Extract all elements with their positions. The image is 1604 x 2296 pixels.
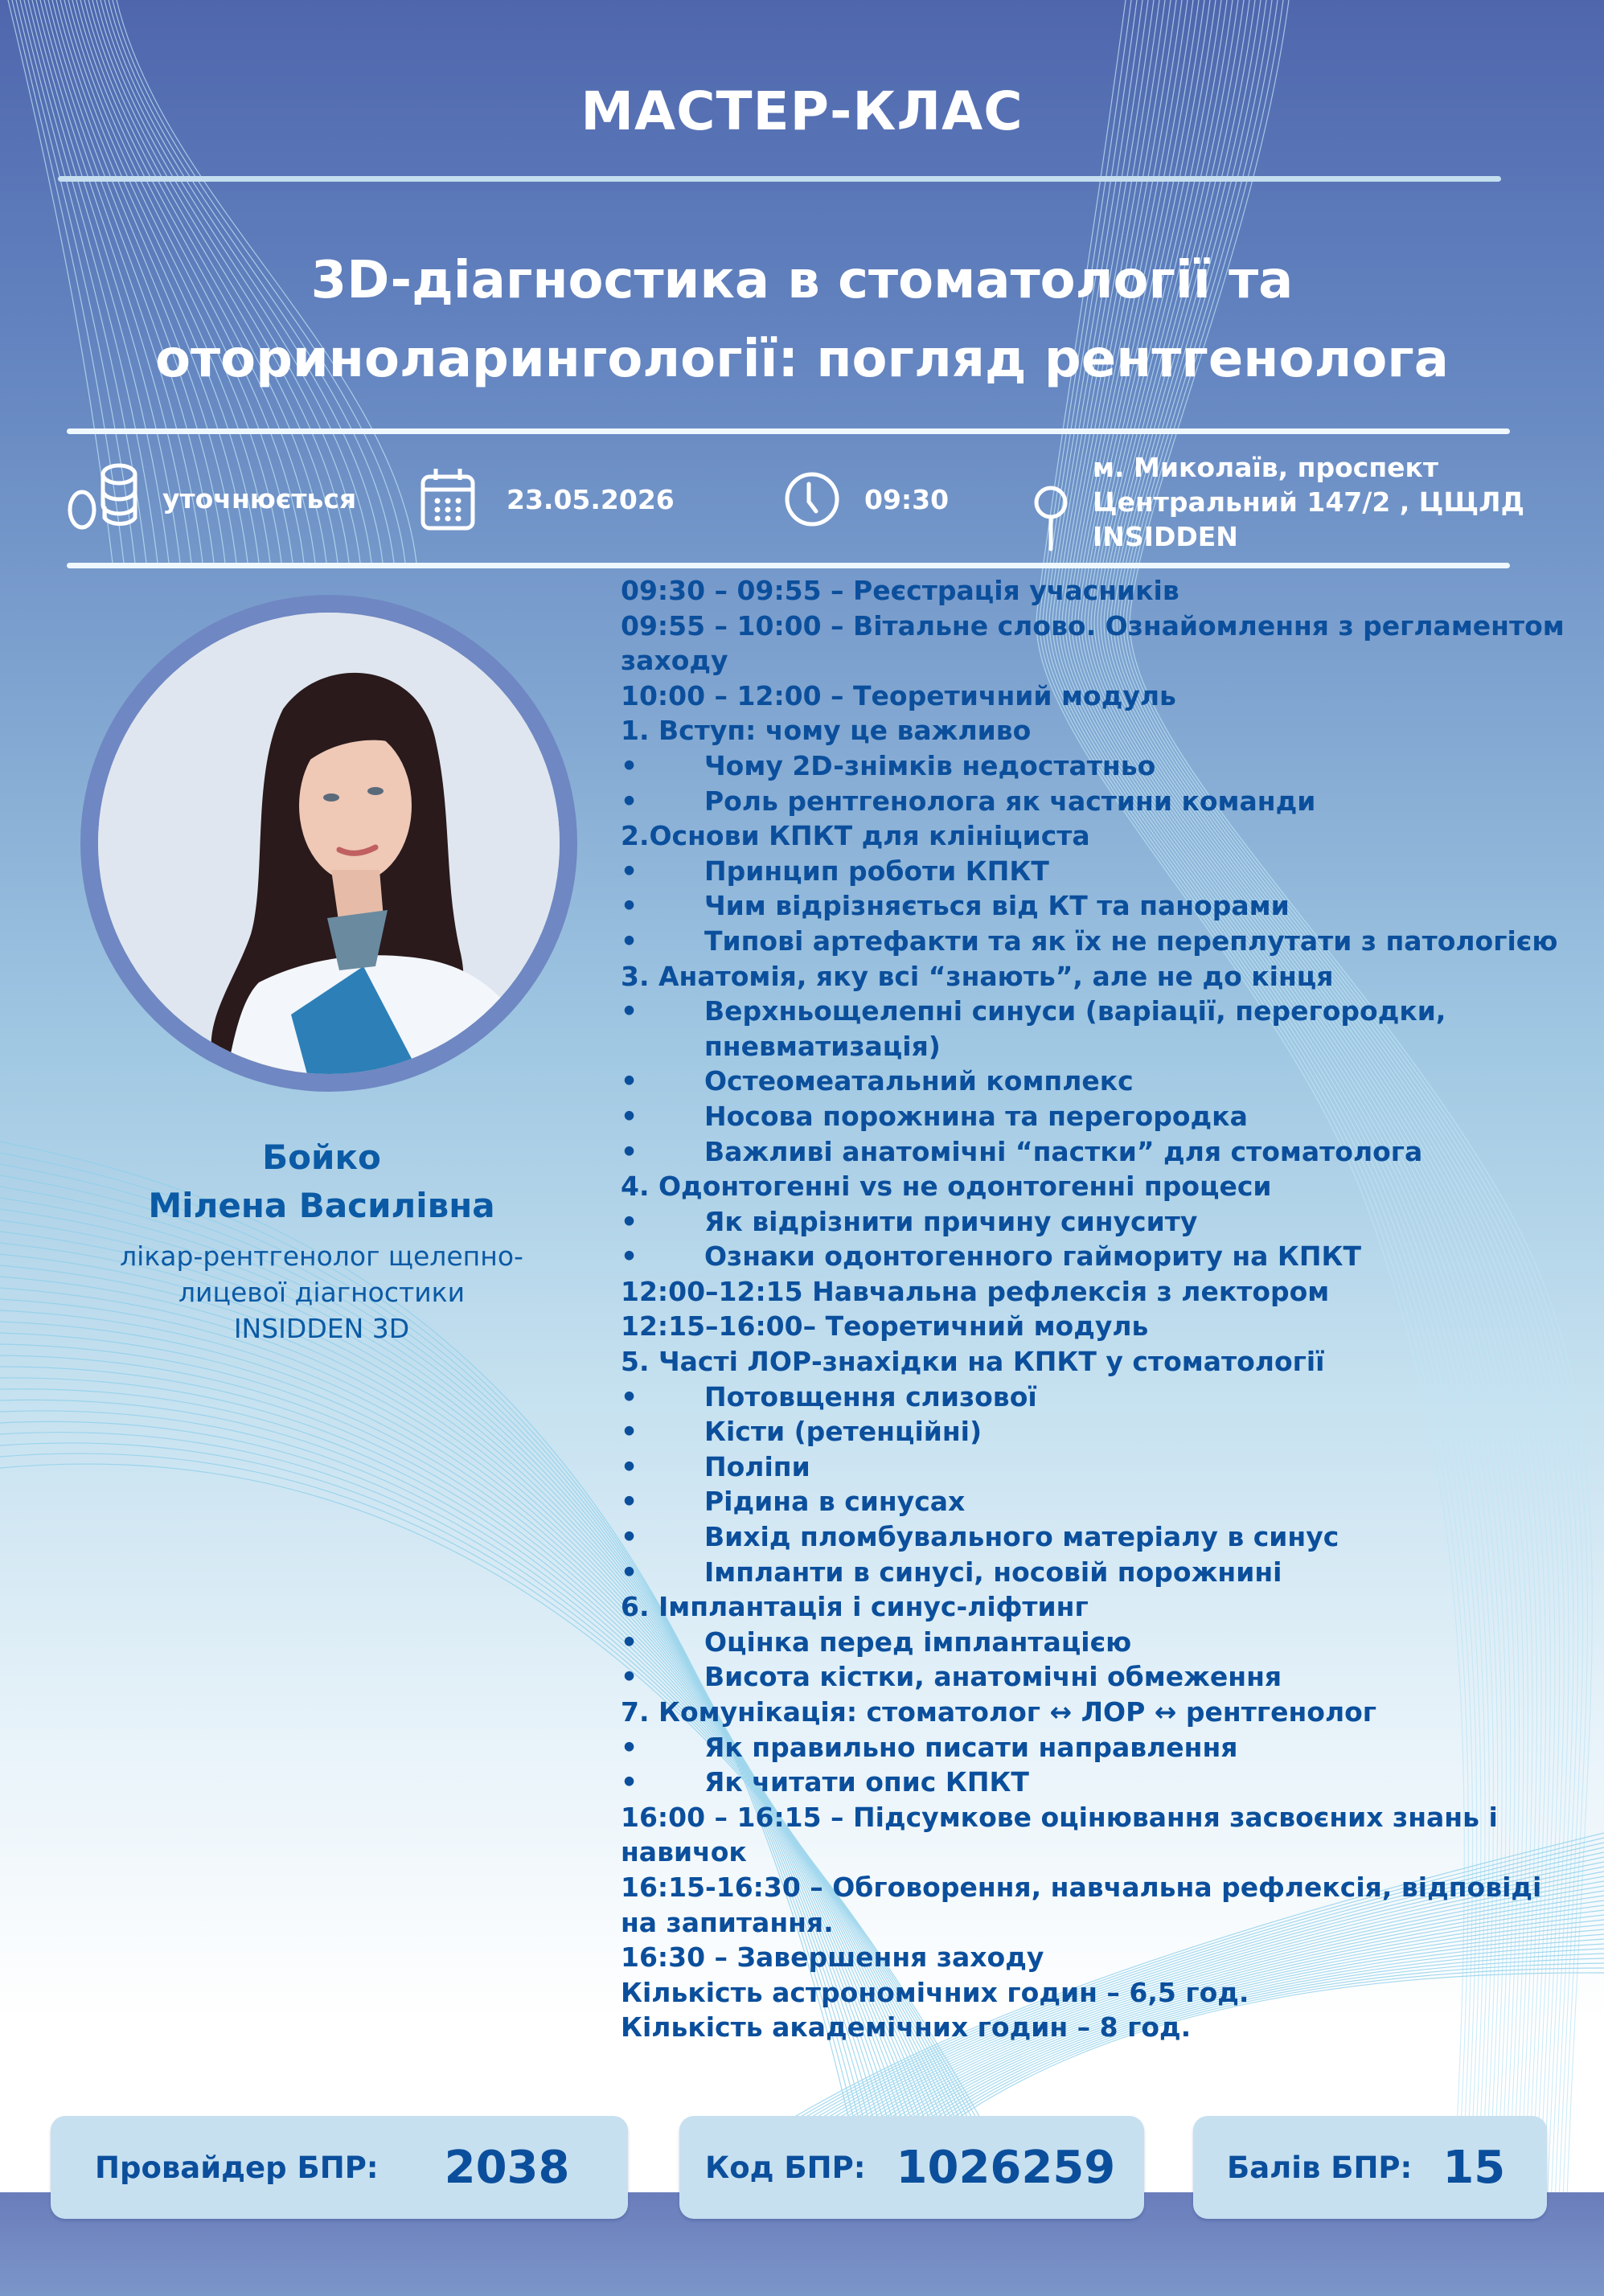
bullet-icon: • [621, 1135, 638, 1167]
program-item-text: Потовщення слизової [704, 1380, 1037, 1412]
program-bullet-item [621, 1380, 1569, 1415]
badge-provider [51, 2116, 628, 2219]
location-pin-icon [1033, 485, 1069, 552]
bullet-icon: • [621, 925, 638, 957]
program-bullet-item [621, 1625, 1569, 1660]
program-line: 12:15–16:00– Теоретичний модуль [621, 1310, 1149, 1343]
bullet-icon: • [621, 1416, 638, 1448]
address-line: Центральний 147/2 , ЦЩЛД [1093, 486, 1524, 518]
program-bullet-item [621, 994, 1569, 1064]
divider [67, 563, 1510, 568]
speaker-surname: Бойко [262, 1138, 381, 1177]
program-bullet-item [621, 748, 1569, 784]
program-bullet-item [621, 1659, 1569, 1695]
program-item-text: Як відрізнити причину синуситу [704, 1205, 1198, 1237]
bullet-icon: • [621, 1661, 638, 1693]
bullet-icon: • [621, 785, 638, 817]
bullet-icon: • [621, 749, 638, 781]
role-line: INSIDDEN 3D [233, 1313, 410, 1344]
program-bullet-item [621, 1134, 1569, 1170]
program-bullet-item [621, 1204, 1569, 1240]
program-line: 4. Одонтогенні vs не одонтогенні процеси [621, 1171, 1272, 1203]
bullet-icon: • [621, 1380, 638, 1412]
program-item-text: Принцип роботи КПКТ [704, 855, 1049, 887]
program-line: 16:30 – Завершення заходу [621, 1941, 1044, 1974]
program-bullet-item [621, 1765, 1569, 1800]
points-label: Балів БПР: [1227, 2150, 1413, 2185]
info-date [420, 463, 675, 535]
subtitle-line: оториноларингології: погляд рентгенолога [155, 330, 1449, 389]
provider-label: Провайдер БПР: [95, 2150, 379, 2185]
address-line: INSIDDEN [1093, 521, 1238, 552]
bullet-icon: • [621, 1626, 638, 1658]
bullet-icon: • [621, 1205, 638, 1237]
badge-code [679, 2116, 1144, 2219]
program-item-text: Кісти (ретенційні) [704, 1416, 983, 1448]
program-item-text: Чому 2D-знімків недостатньо [704, 749, 1156, 781]
bullet-icon: • [621, 1556, 638, 1588]
program-line: 16:15-16:30 – Обговорення, навчальна рефлексія, відповіді на запитання. [621, 1871, 1542, 1938]
program-bullet-item [621, 1414, 1569, 1449]
program-bullet-item [621, 1449, 1569, 1485]
program-line: 12:00–12:15 Навчальна рефлексія з лектором [621, 1275, 1330, 1307]
bullet-icon: • [621, 1766, 638, 1798]
badge-points [1193, 2116, 1547, 2219]
program-item-text: Ознаки одонтогенного гаймориту на КПКТ [704, 1240, 1361, 1273]
program-line: 1. Вступ: чому це важливо [621, 715, 1032, 747]
divider [58, 176, 1501, 182]
program-item-text: Вихід пломбувального матеріалу в синус [704, 1521, 1339, 1553]
program-bullet-item [621, 784, 1569, 819]
address-line: м. Миколаїв, проспект [1093, 452, 1439, 483]
speaker-given-names: Мілена Василівна [148, 1186, 495, 1225]
program-line: 09:30 – 09:55 – Реєстрація учасників [621, 575, 1179, 606]
program-item-text: Як правильно писати направлення [704, 1731, 1238, 1763]
info-time [784, 463, 949, 535]
speaker-portrait [98, 613, 560, 1074]
program-line: Кількість астрономічних годин – 6,5 год. [621, 1976, 1249, 2008]
bullet-icon: • [621, 1240, 638, 1273]
program-item-text: Чим відрізняється від КТ та панорами [704, 890, 1290, 922]
points-value: 15 [1442, 2141, 1506, 2194]
calendar-icon [420, 467, 476, 531]
info-place [1033, 450, 1524, 554]
program-bullet-item [621, 854, 1569, 889]
clock-icon [784, 471, 840, 527]
program-item-text: Типові артефакти та як їх не переплутати з патологією [704, 925, 1558, 957]
program-bullet-item [621, 888, 1569, 924]
program-bullet-item [621, 1099, 1569, 1134]
bullet-icon: • [621, 995, 638, 1027]
bullet-icon: • [621, 1731, 638, 1763]
program-item-text: Оцінка перед імплантацією [704, 1626, 1132, 1658]
program-line: 3. Анатомія, яку всі “знають”, але не до кінця [621, 960, 1334, 992]
speaker-photo-frame [80, 595, 577, 1092]
event-info-row [0, 434, 1604, 563]
program-bullet-item [621, 1519, 1569, 1555]
event-subtitle [0, 241, 1604, 399]
speaker-photo [98, 613, 560, 1074]
bullet-icon: • [621, 1521, 638, 1553]
program-item-text: Як читати опис КПКТ [704, 1766, 1029, 1798]
program-item-text: Висота кістки, анатомічні обмеження [704, 1661, 1282, 1693]
provider-value: 2038 [444, 2141, 570, 2194]
program-line: 2.Основи КПКТ для клініциста [621, 820, 1090, 852]
cost-value: уточнюється [162, 482, 357, 515]
program-bullet-item [621, 1239, 1569, 1274]
program-line: 6. Імплантація і синус-ліфтинг [621, 1591, 1089, 1623]
speaker-role [48, 1238, 595, 1347]
bullet-icon: • [621, 1065, 638, 1097]
program-bullet-item [621, 1064, 1569, 1099]
subtitle-line: 3D-діагностика в стоматології та [310, 251, 1294, 310]
bullet-icon: • [621, 890, 638, 922]
role-line: лікар-рентгенолог щелепно- [120, 1240, 523, 1272]
program-item-text: Поліпи [704, 1450, 810, 1482]
divider [67, 428, 1510, 434]
program-bullet-item [621, 1484, 1569, 1519]
coins-icon [66, 461, 140, 535]
program-line: 5. Часті ЛОР-знахідки на КПКТ у стоматології [621, 1346, 1325, 1378]
speaker-name [48, 1134, 595, 1230]
place-address [1093, 450, 1524, 554]
program-item-text: Роль рентгенолога як частини команди [704, 785, 1316, 817]
program-item-text: Носова порожнина та перегородка [704, 1100, 1248, 1132]
bullet-icon: • [621, 1486, 638, 1518]
program-schedule [621, 573, 1569, 2045]
bullet-icon: • [621, 1100, 638, 1132]
program-item-text: Імпланти в синусі, носовій порожнині [704, 1556, 1282, 1588]
info-cost [66, 458, 356, 539]
bullet-icon: • [621, 855, 638, 887]
program-line: Кількість академічних годин – 8 год. [621, 2011, 1192, 2044]
page-title: МАСТЕР-КЛАС [580, 80, 1024, 142]
program-item-text: Важливі анатомічні “пастки” для стоматолога [704, 1135, 1423, 1167]
program-bullet-item [621, 1730, 1569, 1765]
program-item-text: Рідина в синусах [704, 1486, 966, 1518]
bullet-icon: • [621, 1450, 638, 1482]
program-line: 09:55 – 10:00 – Вітальне слово. Ознайомлення з регламентом заходу [621, 609, 1565, 677]
program-item-text: Остеомеатальний комплекс [704, 1065, 1134, 1097]
program-line: 7. Комунікація: стоматолог ↔ ЛОР ↔ рентгенолог [621, 1696, 1377, 1728]
program-line: 16:00 – 16:15 – Підсумкове оцінювання засвоєних знань і навичок [621, 1801, 1498, 1868]
code-label: Код БПР: [705, 2150, 866, 2185]
date-value: 23.05.2026 [507, 483, 675, 515]
program-bullet-item [621, 924, 1569, 959]
code-value: 1026259 [896, 2141, 1116, 2194]
program-line: 10:00 – 12:00 – Теоретичний модуль [621, 679, 1176, 711]
time-value: 09:30 [864, 483, 950, 515]
program-item-text: Верхньощелепні синуси (варіації, перегородки, пневматизація) [704, 995, 1446, 1062]
program-bullet-item [621, 1555, 1569, 1590]
role-line: лицевої діагностики [178, 1277, 466, 1308]
